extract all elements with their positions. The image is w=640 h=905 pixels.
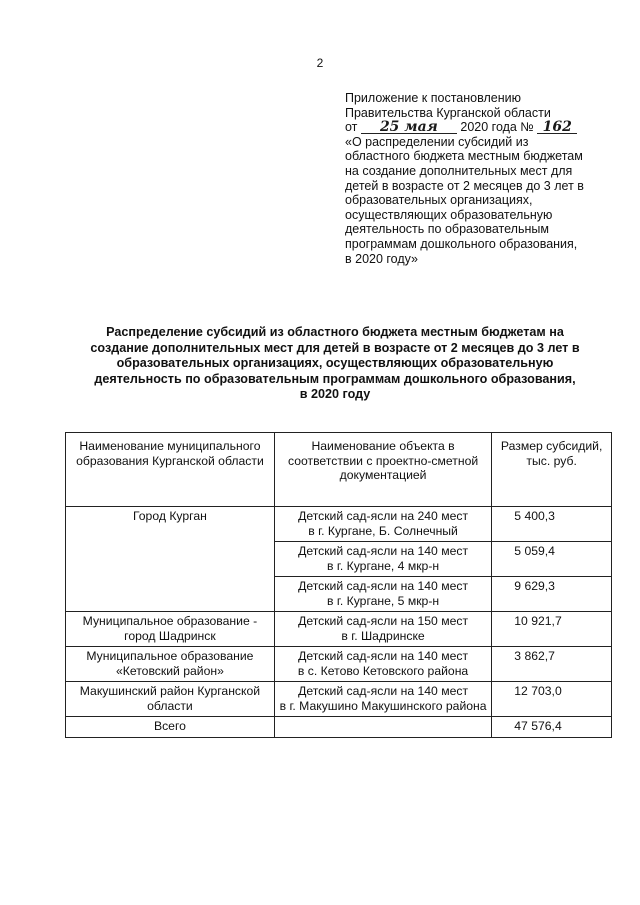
heading-line: образовательных организациях, осуществляющих образовательную [116,356,554,370]
object-cell [274,682,491,717]
object-cell [274,612,491,647]
object-line: в г. Кургане, Б. Солнечный [308,523,458,538]
object-cell [274,507,491,542]
appendix-title-line: программам дошкольного образования, [345,236,578,251]
subsidy-table [65,432,612,738]
object-line: Детский сад-ясли на 240 мест [298,509,469,523]
page-number: 2 [316,56,324,70]
appendix-title-line: детей в возрасте от 2 месяцев до 3 лет в [345,178,584,193]
number-field [537,121,577,134]
appendix-title-line: «О распределении субсидий из [345,134,529,149]
total-amount-cell: 47 576,4 [492,717,612,738]
heading-line: Распределение субсидий из областного бюджета местным бюджетам на [106,325,564,339]
municipality-cell: Муниципальное образование - город Шадринск [66,612,275,647]
amount-cell: 5 059,4 [492,542,612,577]
table-row [66,507,612,542]
object-line: Детский сад-ясли на 140 мест [298,649,469,663]
appendix-date-line [345,120,620,135]
header-amount: Размер субсидий, тыс. руб. [492,433,612,507]
appendix-title-line: областного бюджета местным бюджетам [345,149,583,164]
amount-cell: 10 921,7 [492,612,612,647]
heading-line: деятельность по образовательным программам дошкольного образования, [94,371,576,386]
object-cell [274,577,491,612]
appendix-title-line: деятельность по образовательным [345,222,549,237]
object-cell [274,647,491,682]
appendix-title-line: в 2020 году» [345,251,418,266]
amount-cell: 5 400,3 [492,507,612,542]
date-field [361,121,457,134]
municipality-cell: Муниципальное образование «Кетовский район» [66,647,275,682]
municipality-cell: Макушинский район Курганской области [66,682,275,717]
appendix-block [345,91,620,266]
object-line: Детский сад-ясли на 140 мест [298,544,469,558]
object-line: Детский сад-ясли на 150 мест [298,614,469,628]
object-line: в г. Кургане, 5 мкр-н [327,593,440,608]
handwritten-number: 162 [542,119,572,136]
table-header-row [66,433,612,507]
object-line: Детский сад-ясли на 140 мест [298,684,469,698]
amount-cell: 12 703,0 [492,682,612,717]
appendix-line: Правительства Курганской области [345,105,551,120]
document-heading [55,325,615,403]
table-row [66,647,612,682]
amount-cell: 9 629,3 [492,577,612,612]
object-line: Детский сад-ясли на 140 мест [298,579,469,593]
header-object: Наименование объекта в соответствии с проектно-сметной документацией [274,433,491,507]
object-line: в с. Кетово Кетовского района [297,663,469,678]
object-cell [274,542,491,577]
amount-cell: 3 862,7 [492,647,612,682]
appendix-title-line: осуществляющих образовательную [345,207,553,222]
object-line: в г. Кургане, 4 мкр-н [327,558,440,573]
heading-line: в 2020 году [299,387,371,401]
municipality-cell: Город Курган [66,507,275,612]
date-prefix: от [345,120,358,135]
appendix-title-line: на создание дополнительных мест для [345,163,573,178]
year-label: 2020 года № [460,120,534,135]
table-row [66,612,612,647]
appendix-title-line: образовательных организациях, [345,193,533,208]
header-municipality: Наименование муниципального образования Курганской области [66,433,275,507]
total-label-cell: Всего [66,717,275,738]
table-total-row [66,717,612,738]
object-line: в г. Макушино Макушинского района [279,698,487,713]
appendix-line: Приложение к постановлению [345,91,521,105]
table-row [66,682,612,717]
object-line: в г. Шадринске [341,628,425,643]
heading-line: создание дополнительных мест для детей в возрасте от 2 месяцев до 3 лет в [90,340,580,355]
handwritten-date: 25 мая [379,119,438,136]
total-empty-cell [274,717,491,738]
